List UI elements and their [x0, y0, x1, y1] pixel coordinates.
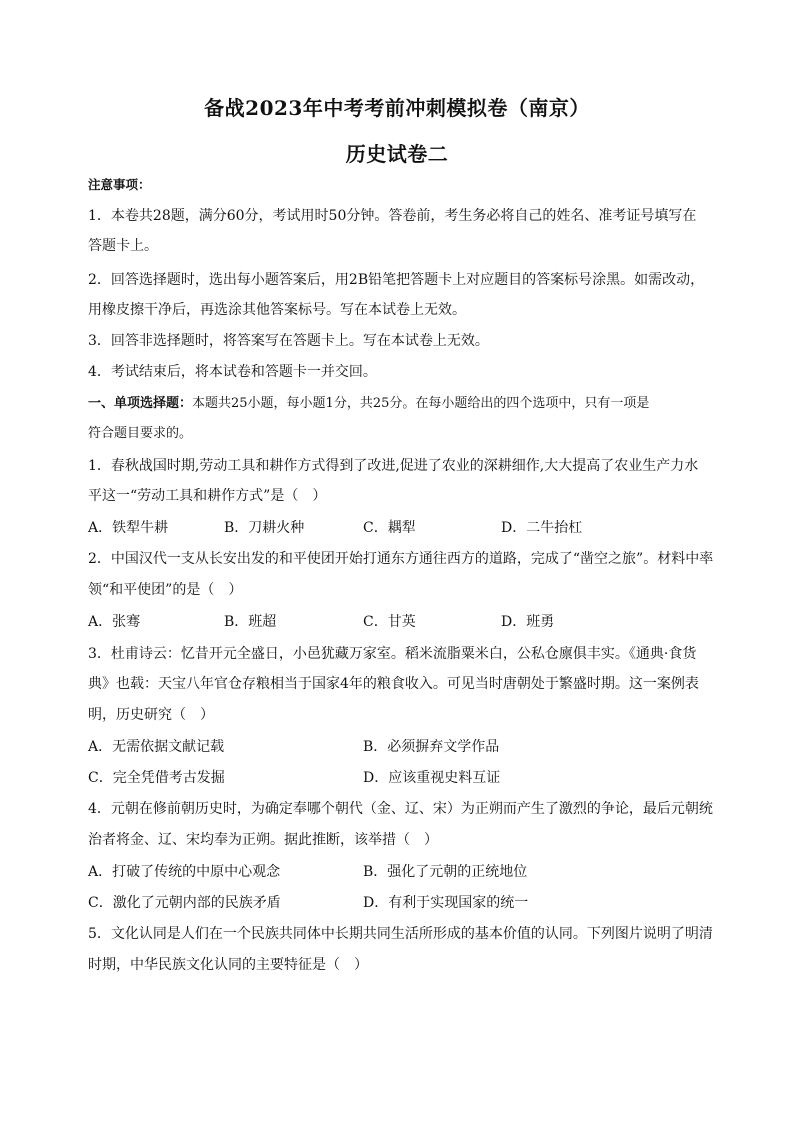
q1-option-a[interactable]: A．铁犁牛耕 [88, 520, 169, 536]
section-instructions-line-1 [88, 393, 708, 414]
note-3: 3．回答非选择题时，将答案写在答题卡上。写在本试卷上无效。 [88, 333, 489, 349]
q4-option-d[interactable]: D．有利于实现国家的统一 [363, 895, 529, 911]
q4-option-a[interactable]: A．打破了传统的中原中心观念 [88, 864, 281, 880]
note-4: 4．考试结束后，将本试卷和答题卡一并交回。 [88, 364, 377, 380]
q2-option-c[interactable]: C．甘英 [363, 614, 416, 630]
q3-stem-line-3: 明，历史研究（ ） [88, 707, 214, 723]
q5-stem-line-1: 5．文化认同是人们在一个民族共同体中长期共同生活所形成的基本价值的认同。下列图片说明了明清 [88, 926, 713, 942]
q3-option-d[interactable]: D．应该重视史料互证 [363, 770, 501, 786]
q2-stem-line-1: 2．中国汉代一支从长安出发的和平使团开始打通东方通往西方的道路，完成了“凿空之旅”。材料中率 [88, 551, 714, 567]
q2-option-d[interactable]: D．班勇 [501, 614, 555, 630]
q4-option-b[interactable]: B．强化了元朝的正统地位 [363, 864, 528, 880]
note-2-line-1: 2．回答选择题时，选出每小题答案后，用2B铅笔把答题卡上对应题目的答案标号涂黑。如需改动， [88, 272, 705, 288]
q3-option-a[interactable]: A．无需依据文献记载 [88, 739, 225, 755]
note-1-line-1: 1．本卷共28题，满分60分，考试用时50分钟。答卷前，考生务必将自己的姓名、准考证号填写在 [88, 208, 697, 224]
page-title: 备战2023年中考考前冲刺模拟卷（南京） [204, 96, 590, 120]
q1-option-c[interactable]: C．耦犁 [363, 520, 416, 536]
note-2-line-2: 用橡皮擦干净后，再选涂其他答案标号。写在本试卷上无效。 [88, 302, 466, 318]
section-lead: 一、单项选择题： [88, 396, 193, 411]
q1-option-d[interactable]: D．二牛抬杠 [501, 520, 583, 536]
q4-stem-line-2: 治者将金、辽、宋均奉为正朔。据此推断，该举措（ ） [88, 832, 438, 848]
q3-stem-line-1: 3．杜甫诗云：忆昔开元全盛日，小邑犹藏万家室。稻米流脂粟米白，公私仓廪俱丰实。《通典·食货 [88, 646, 697, 662]
notes-heading: 注意事项： [88, 177, 151, 192]
q2-option-a[interactable]: A．张骞 [88, 614, 141, 630]
q5-stem-line-2: 时期，中华民族文化认同的主要特征是（ ） [88, 957, 368, 973]
section-rest: 本题共25小题，每小题1分，共25分。在每小题给出的四个选项中，只有一项是 [192, 396, 650, 411]
q2-option-b[interactable]: B．班超 [224, 614, 277, 630]
q1-stem-line-1: 1．春秋战国时期,劳动工具和耕作方式得到了改进,促进了农业的深耕细作,大大提高了农业生产力水 [88, 458, 699, 474]
q4-stem-line-1: 4．元朝在修前朝历史时，为确定奉哪个朝代（金、辽、宋）为正朔而产生了激烈的争论，最后元朝统 [88, 801, 713, 817]
page-subtitle: 历史试卷二 [345, 142, 449, 166]
q1-stem-line-2: 平这一“劳动工具和耕作方式”是（ ） [88, 488, 327, 504]
q1-option-b[interactable]: B．刀耕火种 [224, 520, 305, 536]
section-instructions-line-2: 符合题目要求的。 [88, 426, 193, 441]
q3-option-c[interactable]: C．完全凭借考古发掘 [88, 770, 225, 786]
q4-option-c[interactable]: C．激化了元朝内部的民族矛盾 [88, 895, 281, 911]
q3-option-b[interactable]: B．必须摒弃文学作品 [363, 739, 500, 755]
q2-stem-line-2: 领“和平使团”的是（ ） [88, 582, 243, 598]
note-1-line-2: 答题卡上。 [88, 238, 158, 254]
q3-stem-line-2: 典》也载：天宝八年官仓存粮相当于国家4年的粮食收入。可见当时唐朝处于繁盛时期。这一案例表 [88, 676, 699, 692]
